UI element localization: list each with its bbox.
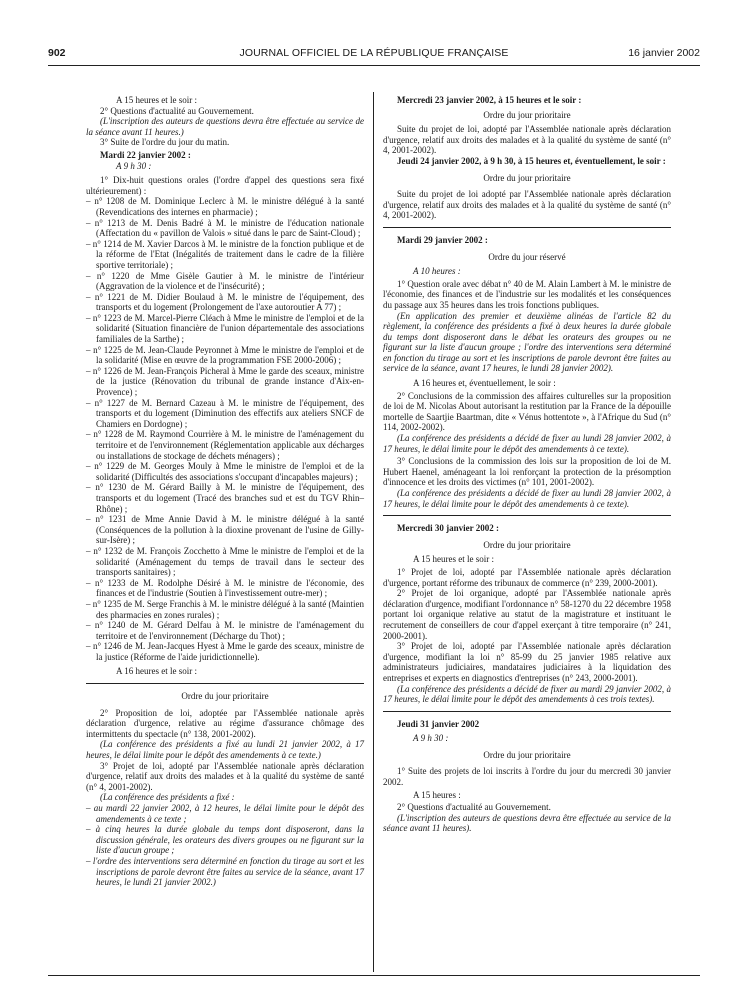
wednesday-30-title: Mercredi 30 janvier 2002 : [397, 523, 499, 534]
wednesday-30-item-1: 1° Projet de loi, adopté par l'Assemblée nationale après déclaration d'urgence, portant réforme des tribunaux de commerce (n° 239, 2000-2001). [383, 566, 671, 588]
list-item: – n° 1214 de M. Xavier Darcos à M. le ministre de la fonction publique et de la réforme de l'Etat (Inégalités de traitement dans le cadre de la filière sportive territoriale) ; [86, 238, 364, 270]
list-item: – n° 1221 de M. Didier Boulaud à M. le ministre de l'équipement, des transports et du logement (Prolongement de l'axe autoroutier A 77) ; [86, 291, 364, 313]
list-item: – l'ordre des interventions sera déterminé en fonction du tirage au sort et les inscriptions de parole devront être faites au service de la séance, avant 17 heures, le lundi 21 janvier 2002.) [86, 855, 364, 888]
wednesday-30-time: A 15 heures et le soir : [413, 554, 494, 565]
tuesday-29-item-2: 2° Conclusions de la commission des affaires culturelles sur la proposition de loi de M. Nicolas About autorisant la restitution par la France de la dépouille mortelle de Saartjie Baartman, dite « Vénus hottentote », à l'Afrique du Sud (n° 114, 2002-2002). [383, 390, 671, 433]
issue-date: 16 janvier 2002 [628, 47, 700, 59]
order-heading: Ordre du jour prioritaire [483, 109, 571, 120]
section-rule [383, 515, 671, 516]
list-item: – n° 1228 de M. Raymond Courrière à M. le ministre de l'aménagement du territoire et de l'environnement (Réglementation applicable aux décharges ou installations de stockage de déchets ménagers) ; [86, 429, 364, 461]
thursday-31-time-2: A 15 heures : [413, 789, 461, 800]
tuesday-29-time-2: A 16 heures et, éventuellement, le soir : [413, 378, 556, 389]
tuesday-29-item-3: 3° Conclusions de la commission des lois sur la proposition de loi de M. Hubert Haenel, aménageant la loi renforçant la protection de la présomption d'innocence et les droits des victimes (n° 101, 2001-2002). [383, 456, 671, 488]
thursday-31-item-2: 2° Questions d'actualité au Gouvernement. [397, 802, 551, 813]
proposition-2: 2° Proposition de loi, adoptée par l'Assemblée nationale après déclaration d'urgence, relative au régime d'assurance chômage des intermittents du spectacle (n° 138, 2001-2002). [86, 707, 364, 739]
journal-title: JOURNAL OFFICIEL DE LA RÉPUBLIQUE FRANÇAISE [239, 47, 509, 59]
tuesday-29-title: Mardi 29 janvier 2002 : [397, 234, 488, 245]
tuesday-29-time: A 10 heures : [413, 266, 461, 277]
list-item: – n° 1233 de M. Rodolphe Désiré à M. le ministre de l'économie, des finances et de l'industrie (Soutien à l'investissement outre-mer) ; [86, 577, 364, 599]
section-rule [383, 711, 671, 712]
tuesday-29-item-2-note: (La conférence des présidents a décidé de fixer au lundi 28 janvier 2002, à 17 heures, le délai limite pour le dépôt des amendements à ce texte). [383, 433, 671, 454]
project-3-note-intro: (La conférence des présidents a fixé : [100, 792, 235, 803]
thursday-31-item-2-note: (L'inscription des auteurs de questions devra être effectuée au service de la séance avant 11 heures). [383, 812, 671, 834]
tuesday-29-item-1-note: (En application des premier et deuxième alinéas de l'article 82 du règlement, la conférence des présidents a fixé à deux heures la durée globale du temps dont disposeront dans le débat les orateurs des groupes ou ne figurant sur la liste d'aucun groupe ; l'ordre des interventions sera déterminé en fonction du tirage au sort et les inscriptions de parole devront être faites au service de la séance, avant 17 heures, le lundi 28 janvier 2002). [383, 310, 671, 374]
right-column [383, 95, 671, 834]
project-3: 3° Projet de loi, adopté par l'Assemblée nationale après déclaration d'urgence, relatif aux droits des malades et à la qualité du système de santé (n° 4, 2001-2002). [86, 760, 364, 792]
list-item: – n° 1229 de M. Georges Mouly à Mme le ministre de l'emploi et de la solidarité (Difficultés des associations s'occupant d'incapables majeurs) ; [86, 461, 364, 482]
order-heading: Ordre du jour prioritaire [181, 691, 269, 702]
item-2-note: (L'inscription des auteurs de questions devra être effectuée au service de la séance avant 11 heures.) [86, 116, 364, 137]
tuesday-29-item-3-note: (La conférence des présidents a décidé de fixer au lundi 28 janvier 2002, à 17 heures, le délai limite pour le dépôt des amendements à ce texte). [383, 488, 671, 509]
list-item: – n° 1227 de M. Bernard Cazeau à M. le ministre de l'équipement, des transports et du logement (Diminution des effectifs aux ateliers SNCF de Chamiers en Dordogne) ; [86, 397, 364, 429]
page-header [48, 47, 700, 61]
wednesday-23-title: Mercredi 23 janvier 2002, à 15 heures et le soir : [397, 95, 582, 105]
thursday-24-title: Jeudi 24 janvier 2002, à 9 h 30, à 15 heures et, éventuellement, le soir : [397, 155, 666, 166]
header-rule [48, 65, 700, 66]
item-3: 3° Suite de l'ordre du jour du matin. [100, 137, 230, 148]
wednesday-30-item-2: 2° Projet de loi organique, adopté par l'Assemblée nationale après déclaration d'urgence, modifiant l'ordonnance n° 58-1270 du 22 décembre 1958 portant loi organique relative au statut de la magistrature et instituant le recrutement de conseillers de cour d'appel exerçant à titre temporaire (n° 241, 2000-2001). [383, 588, 671, 641]
questions-intro: 1° Dix-huit questions orales (l'ordre d'appel des questions sera fixé ultérieurement) : [86, 175, 364, 196]
tuesday-22-title: Mardi 22 janvier 2002 : [100, 149, 191, 160]
list-item: – n° 1225 de M. Jean-Claude Peyronnet à Mme le ministre de l'emploi et de la solidarité (Mise en œuvre de la programmation FSE 2000-2006) ; [86, 344, 364, 366]
wednesday-23-text: Suite du projet de loi, adopté par l'Assemblée nationale après déclaration d'urgence, relatif aux droits des malades et à la qualité du système de santé (n° 4, 2001-2002). [383, 124, 671, 156]
order-heading: Ordre du jour prioritaire [483, 539, 571, 550]
list-item: – à cinq heures la durée globale du temps dont disposeront, dans la discussion générale, les orateurs des divers groupes ou ne figurant sur la liste d'aucun groupe ; [86, 824, 364, 856]
list-item: – n° 1232 de M. François Zocchetto à Mme le ministre de l'emploi et de la solidarité (Aménagement du temps de travail dans le secteur des transports sanitaires) ; [86, 545, 364, 578]
left-column [86, 95, 364, 888]
list-item: – n° 1231 de Mme Annie David à M. le ministre délégué à la santé (Conséquences de la pollution à la dioxine provenant de l'usine de Gilly-sur-Isère) ; [86, 514, 364, 546]
afternoon-time: A 16 heures et le soir : [116, 666, 197, 677]
questions-list [86, 196, 364, 662]
list-item: – n° 1240 de M. Gérard Delfau à M. le ministre de l'aménagement du territoire et de l'environnement (Décharge du Thot) ; [86, 620, 364, 641]
section-rule [383, 227, 671, 228]
thursday-31-title: Jeudi 31 janvier 2002 [397, 718, 480, 729]
footer-rule [48, 975, 700, 976]
thursday-31-time: A 9 h 30 : [413, 733, 449, 744]
wednesday-30-item-3: 3° Projet de loi, adopté par l'Assemblée nationale après déclaration d'urgence, modifiant la loi n° 85-99 du 25 janvier 1985 relative aux administrateurs judiciaires, mandataires judiciaires à la liquidation des entreprises et experts en diagnostics d'entreprises (n° 243, 2000-2001). [383, 641, 671, 683]
list-item: – n° 1230 de M. Gérard Bailly à M. le ministre de l'équipement, des transports et du logement (Tracé des branches sud et est du TGV Rhin–Rhône) ; [86, 482, 364, 514]
tuesday-29-item-1: 1° Question orale avec débat n° 40 de M. Alain Lambert à M. le ministre de l'économie, des finances et de l'industrie sur les modalités et les conséquences du passage aux 35 heures dans les trois fonctions publiques. [383, 278, 671, 310]
list-item: – n° 1213 de M. Denis Badré à M. le ministre de l'éducation nationale (Affectation du « pavillon de Valois » situé dans le parc de Saint-Cloud) ; [86, 217, 364, 239]
column-divider [373, 92, 374, 972]
list-item: – au mardi 22 janvier 2002, à 12 heures, le délai limite pour le dépôt des amendements à ce texte ; [86, 803, 364, 824]
intro-time: A 15 heures et le soir : [116, 95, 197, 105]
thursday-24-text: Suite du projet de loi adopté par l'Assemblée nationale après déclaration d'urgence, relatif aux droits des malades et à la qualité du système de santé (n° 4, 2001-2002). [383, 189, 671, 221]
thursday-31-item-1: 1° Suite des projets de loi inscrits à l'ordre du jour du mercredi 30 janvier 2002. [383, 766, 671, 788]
item-2: 2° Questions d'actualité au Gouvernement. [100, 105, 254, 116]
list-item: – n° 1223 de M. Marcel-Pierre Cléach à Mme le ministre de l'emploi et de la solidarité (Situation financière de l'union départementale des associations familiales de la Sarthe) ; [86, 312, 364, 345]
proposition-2-note: (La conférence des présidents a fixé au lundi 21 janvier 2002, à 17 heures, le délai limite pour le dépôt des amendements à ce texte.) [86, 739, 364, 761]
order-heading: Ordre du jour prioritaire [483, 172, 571, 183]
reserved-heading: Ordre du jour réservé [488, 251, 566, 262]
tuesday-22-time: A 9 h 30 : [116, 160, 152, 171]
section-rule [86, 683, 364, 684]
list-item: – n° 1220 de Mme Gisèle Gautier à M. le ministre de l'intérieur (Aggravation de la violence et de l'insécurité) ; [86, 270, 364, 292]
page-number: 902 [48, 47, 66, 59]
list-item: – n° 1235 de M. Serge Franchis à M. le ministre délégué à la santé (Maintien des pharmacies en zones rurales) ; [86, 598, 364, 620]
order-heading: Ordre du jour prioritaire [483, 749, 571, 760]
wednesday-30-note: (La conférence des présidents a décidé de fixer au mardi 29 janvier 2002, à 17 heures, le délai limite pour le dépôt des amendements à ces trois textes). [383, 683, 671, 705]
list-item: – n° 1226 de M. Jean-François Picheral à Mme le garde des sceaux, ministre de la justice (Rénovation du tribunal de grande instance d'Aix-en-Provence) ; [86, 365, 364, 398]
list-item: – n° 1208 de M. Dominique Leclerc à M. le ministre délégué à la santé (Revendications des internes en pharmacie) ; [86, 196, 364, 217]
list-item: – n° 1246 de M. Jean-Jacques Hyest à Mme le garde des sceaux, ministre de la justice (Réforme de l'aide juridictionnelle). [86, 641, 364, 662]
